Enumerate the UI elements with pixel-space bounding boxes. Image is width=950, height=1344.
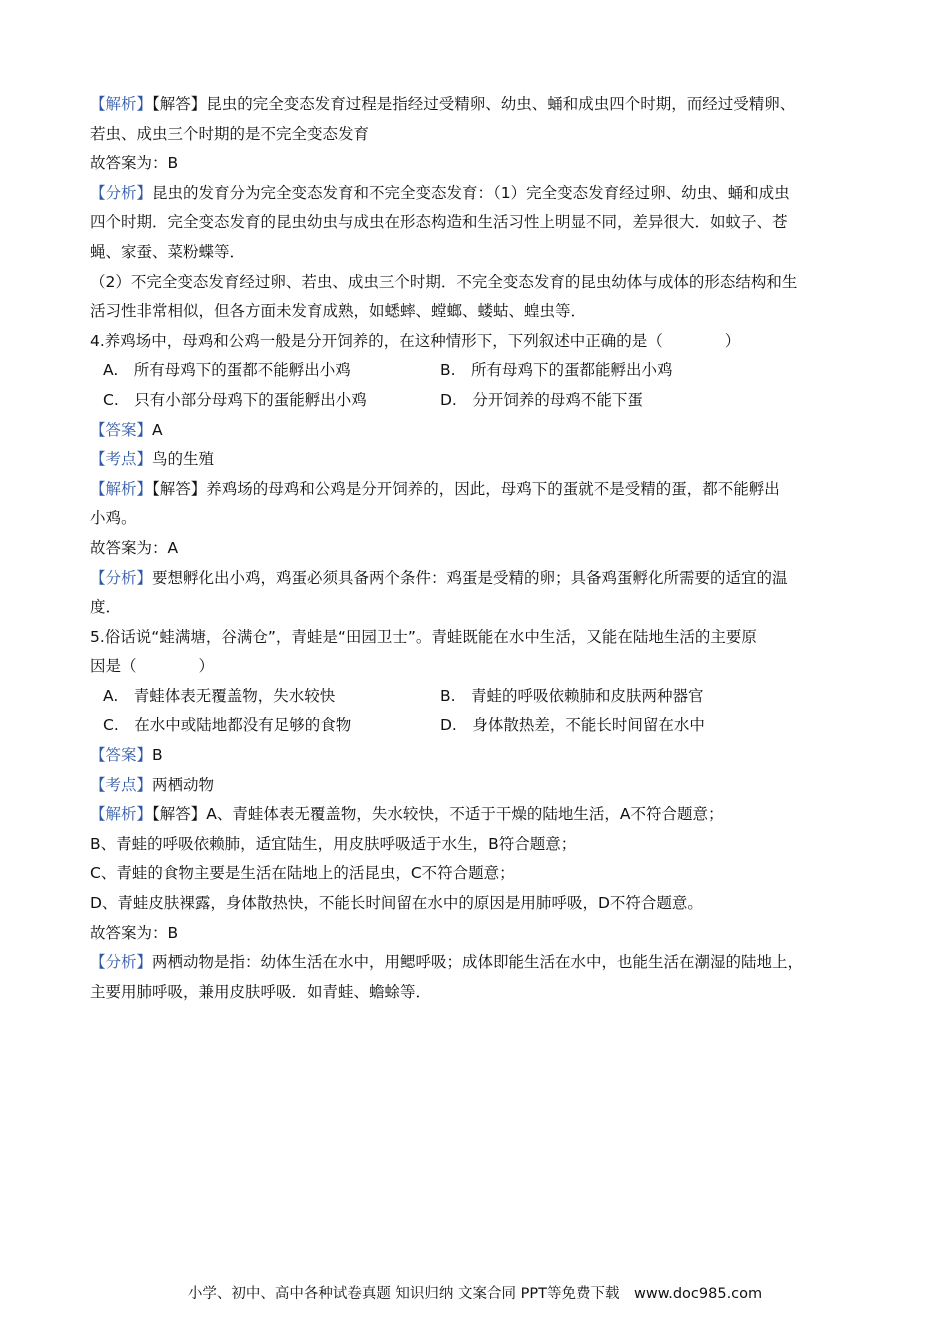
q5-option-d: D. 身体散热差，不能长时间留在水中	[440, 716, 705, 735]
q3-jiexi-line-1: 【解析】【解答】昆虫的完全变态发育过程是指经过受精卵、幼虫、蛹和成虫四个时期，而经过受精卵、	[90, 95, 796, 113]
daan-tag: 【答案】	[90, 746, 153, 765]
fenxi-tag: 【分析】	[90, 568, 153, 587]
fenxi-tag: 【分析】	[90, 183, 153, 202]
q4-fenxi-line-2: 度．	[90, 598, 122, 617]
q4-answer: 【答案】A	[90, 420, 163, 439]
q3-answer-line: 故答案为：B	[90, 154, 179, 173]
q5-jiexi-line-4: D、青蛙皮肤裸露，身体散热快，不能长时间留在水中的原因是用肺呼吸，D不符合题意。	[90, 894, 703, 913]
q4-option-d: D. 分开饲养的母鸡不能下蛋	[440, 390, 643, 409]
q4-option-a: A. 所有母鸡下的蛋都不能孵出小鸡	[103, 361, 351, 380]
q4-jiexi-line-2: 小鸡。	[90, 509, 137, 528]
kaodian-tag: 【考点】	[90, 450, 153, 469]
q3-fenxi-line-1: 【分析】昆虫的发育分为完全变态发育和不完全变态发育：（1）完全变态发育经过卵、幼虫、蛹和成虫	[90, 183, 790, 202]
kaodian-tag: 【考点】	[90, 775, 153, 794]
page-footer: 小学、初中、高中各种试卷真题 知识归纳 文案合同 PPT等免费下载 www.doc985.com	[187, 1286, 763, 1302]
jiexi-tag: 【解析】	[90, 479, 153, 498]
q4-options-row-1	[90, 356, 860, 386]
q5-fenxi-line-2: 主要用肺呼吸，兼用皮肤呼吸．如青蛙、蟾蜍等．	[90, 982, 432, 1001]
q5-options-row-1	[90, 682, 860, 712]
jiexi-tag: 【解析】	[90, 95, 153, 113]
q4-fenxi-line-1: 【分析】要想孵化出小鸡，鸡蛋必须具备两个条件：鸡蛋是受精的卵；具备鸡蛋孵化所需要的适宜的温	[90, 568, 788, 587]
q5-option-c: C. 在水中或陆地都没有足够的食物	[103, 716, 352, 735]
q4-kaodian: 【考点】鸟的生殖	[90, 450, 215, 469]
q4-answer-line: 故答案为：A	[90, 538, 179, 557]
daan-tag: 【答案】	[90, 420, 153, 439]
q5-stem-line-1: 5.俗话说“蛙满塘，谷满仓”，青蛙是“田园卫士”。青蛙既能在水中生活，又能在陆地生活的主要原	[90, 627, 757, 646]
q5-option-a: A. 青蛙体表无覆盖物，失水较快	[103, 686, 336, 705]
q3-jiexi-line-2: 若虫、成虫三个时期的是不完全变态发育	[90, 124, 370, 143]
document-body	[90, 90, 860, 1007]
q3-fenxi-line-3: 蝇、家蚕、菜粉蝶等．	[90, 242, 246, 261]
q5-jiexi-line-1: 【解析】【解答】A、青蛙体表无覆盖物，失水较快，不适于干燥的陆地生活，A不符合题意；	[90, 805, 724, 824]
q5-jiexi-line-2: B、青蛙的呼吸依赖肺，适宜陆生，用皮肤呼吸适于水生，B符合题意；	[90, 834, 577, 853]
q5-stem-line-2: 因是（ ）	[90, 657, 215, 676]
q4-stem: 4.养鸡场中，母鸡和公鸡一般是分开饲养的，在这种情形下，下列叙述中正确的是（ ）	[90, 331, 741, 350]
q3-fenxi-line-4: （2）不完全变态发育经过卵、若虫、成虫三个时期．不完全变态发育的昆虫幼体与成体的形态结构和生	[90, 272, 798, 291]
q3-fenxi-line-5: 活习性非常相似，但各方面未发育成熟，如蟋蟀、螳螂、蝼蛄、蝗虫等．	[90, 302, 587, 321]
q4-option-b: B. 所有母鸡下的蛋都能孵出小鸡	[440, 361, 673, 380]
q4-jiexi-line-1: 【解析】【解答】养鸡场的母鸡和公鸡是分开饲养的，因此，母鸡下的蛋就不是受精的蛋，都不能孵出	[90, 479, 780, 498]
q5-jiexi-line-3: C、青蛙的食物主要是生活在陆地上的活昆虫，C不符合题意；	[90, 864, 515, 883]
q4-options-row-2	[90, 386, 860, 416]
q5-answer: 【答案】B	[90, 746, 163, 765]
q5-kaodian: 【考点】两栖动物	[90, 775, 215, 794]
q5-answer-line: 故答案为：B	[90, 923, 179, 942]
q4-option-c: C. 只有小部分母鸡下的蛋能孵出小鸡	[103, 390, 367, 409]
q5-options-row-2	[90, 711, 860, 741]
q3-fenxi-line-2: 四个时期．完全变态发育的昆虫幼虫与成虫在形态构造和生活习性上明显不同，差异很大．如蚊子、苍	[90, 213, 788, 232]
q5-option-b: B. 青蛙的呼吸依赖肺和皮肤两种器官	[440, 686, 704, 705]
fenxi-tag: 【分析】	[90, 953, 153, 972]
jiexi-tag: 【解析】	[90, 805, 153, 824]
q5-fenxi-line-1: 【分析】两栖动物是指：幼体生活在水中，用鳃呼吸；成体即能生活在水中，也能生活在潮湿的陆地上，	[90, 953, 804, 972]
